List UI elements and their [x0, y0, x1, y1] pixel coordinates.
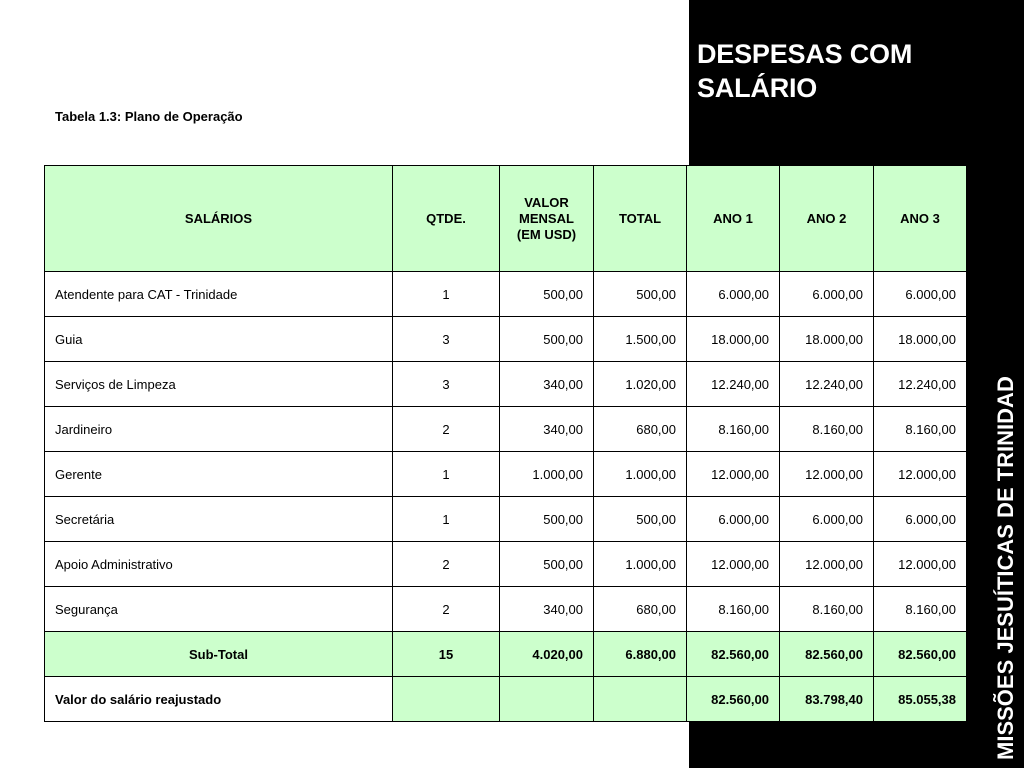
cell-year-3: 18.000,00 — [874, 317, 967, 362]
subtotal-year-2: 82.560,00 — [780, 632, 874, 677]
subtotal-qty: 15 — [393, 632, 500, 677]
header-total: TOTAL — [594, 166, 687, 272]
table-row — [45, 542, 967, 587]
cell-qty: 2 — [393, 542, 500, 587]
header-ano-2: ANO 2 — [780, 166, 874, 272]
panel-title-line-1: DESPESAS COM — [697, 39, 913, 69]
cell-total: 1.000,00 — [594, 542, 687, 587]
salary-table — [44, 165, 967, 722]
cell-qty: 3 — [393, 362, 500, 407]
cell-year-1: 12.240,00 — [687, 362, 780, 407]
table-row — [45, 497, 967, 542]
cell-year-2: 6.000,00 — [780, 497, 874, 542]
cell-monthly: 340,00 — [500, 587, 594, 632]
panel-title-line-2: SALÁRIO — [697, 73, 818, 103]
cell-year-3: 8.160,00 — [874, 587, 967, 632]
cell-year-2: 18.000,00 — [780, 317, 874, 362]
cell-total: 680,00 — [594, 587, 687, 632]
cell-total: 1.500,00 — [594, 317, 687, 362]
table-header-row — [45, 166, 967, 272]
cell-qty: 1 — [393, 272, 500, 317]
cell-monthly: 340,00 — [500, 407, 594, 452]
table-row — [45, 317, 967, 362]
header-valor-mensal: VALOR MENSAL (EM USD) — [500, 166, 594, 272]
cell-qty: 1 — [393, 497, 500, 542]
adjusted-year-2: 83.798,40 — [780, 677, 874, 722]
header-ano-1: ANO 1 — [687, 166, 780, 272]
adjusted-empty-monthly — [500, 677, 594, 722]
adjusted-salary-row — [45, 677, 967, 722]
cell-total: 1.020,00 — [594, 362, 687, 407]
cell-year-1: 12.000,00 — [687, 542, 780, 587]
cell-monthly: 500,00 — [500, 497, 594, 542]
cell-role: Segurança — [45, 587, 393, 632]
cell-monthly: 500,00 — [500, 317, 594, 362]
adjusted-year-3: 85.055,38 — [874, 677, 967, 722]
cell-qty: 2 — [393, 587, 500, 632]
table-row — [45, 272, 967, 317]
cell-year-2: 12.000,00 — [780, 452, 874, 497]
cell-monthly: 500,00 — [500, 272, 594, 317]
cell-qty: 3 — [393, 317, 500, 362]
table-row — [45, 587, 967, 632]
cell-year-2: 12.240,00 — [780, 362, 874, 407]
adjusted-label: Valor do salário reajustado — [45, 677, 393, 722]
cell-role: Guia — [45, 317, 393, 362]
cell-year-1: 8.160,00 — [687, 407, 780, 452]
subtotal-year-1: 82.560,00 — [687, 632, 780, 677]
subtotal-monthly: 4.020,00 — [500, 632, 594, 677]
header-qtde: QTDE. — [393, 166, 500, 272]
cell-role: Jardineiro — [45, 407, 393, 452]
table-caption: Tabela 1.3: Plano de Operação — [55, 109, 243, 124]
cell-year-2: 6.000,00 — [780, 272, 874, 317]
vertical-side-label: MISSÕES JESUÍTICAS DE TRINIDAD — [993, 376, 1018, 760]
cell-monthly: 1.000,00 — [500, 452, 594, 497]
cell-total: 680,00 — [594, 407, 687, 452]
cell-year-3: 6.000,00 — [874, 272, 967, 317]
table-row — [45, 407, 967, 452]
cell-total: 1.000,00 — [594, 452, 687, 497]
cell-role: Gerente — [45, 452, 393, 497]
cell-total: 500,00 — [594, 272, 687, 317]
cell-year-1: 12.000,00 — [687, 452, 780, 497]
cell-year-2: 8.160,00 — [780, 587, 874, 632]
cell-qty: 2 — [393, 407, 500, 452]
header-ano-3: ANO 3 — [874, 166, 967, 272]
cell-year-3: 12.240,00 — [874, 362, 967, 407]
cell-year-1: 6.000,00 — [687, 497, 780, 542]
cell-year-1: 18.000,00 — [687, 317, 780, 362]
table-row — [45, 452, 967, 497]
panel-title — [697, 37, 997, 105]
subtotal-label: Sub-Total — [45, 632, 393, 677]
cell-role: Atendente para CAT - Trinidade — [45, 272, 393, 317]
cell-year-3: 8.160,00 — [874, 407, 967, 452]
cell-role: Apoio Administrativo — [45, 542, 393, 587]
cell-monthly: 340,00 — [500, 362, 594, 407]
cell-year-3: 12.000,00 — [874, 452, 967, 497]
cell-year-2: 8.160,00 — [780, 407, 874, 452]
cell-year-1: 6.000,00 — [687, 272, 780, 317]
subtotal-row — [45, 632, 967, 677]
cell-year-3: 6.000,00 — [874, 497, 967, 542]
cell-role: Serviços de Limpeza — [45, 362, 393, 407]
cell-monthly: 500,00 — [500, 542, 594, 587]
adjusted-year-1: 82.560,00 — [687, 677, 780, 722]
cell-qty: 1 — [393, 452, 500, 497]
cell-year-3: 12.000,00 — [874, 542, 967, 587]
cell-role: Secretária — [45, 497, 393, 542]
subtotal-total: 6.880,00 — [594, 632, 687, 677]
adjusted-empty-qty — [393, 677, 500, 722]
cell-total: 500,00 — [594, 497, 687, 542]
subtotal-year-3: 82.560,00 — [874, 632, 967, 677]
table-row — [45, 362, 967, 407]
adjusted-empty-total — [594, 677, 687, 722]
header-salarios: SALÁRIOS — [45, 166, 393, 272]
cell-year-1: 8.160,00 — [687, 587, 780, 632]
cell-year-2: 12.000,00 — [780, 542, 874, 587]
